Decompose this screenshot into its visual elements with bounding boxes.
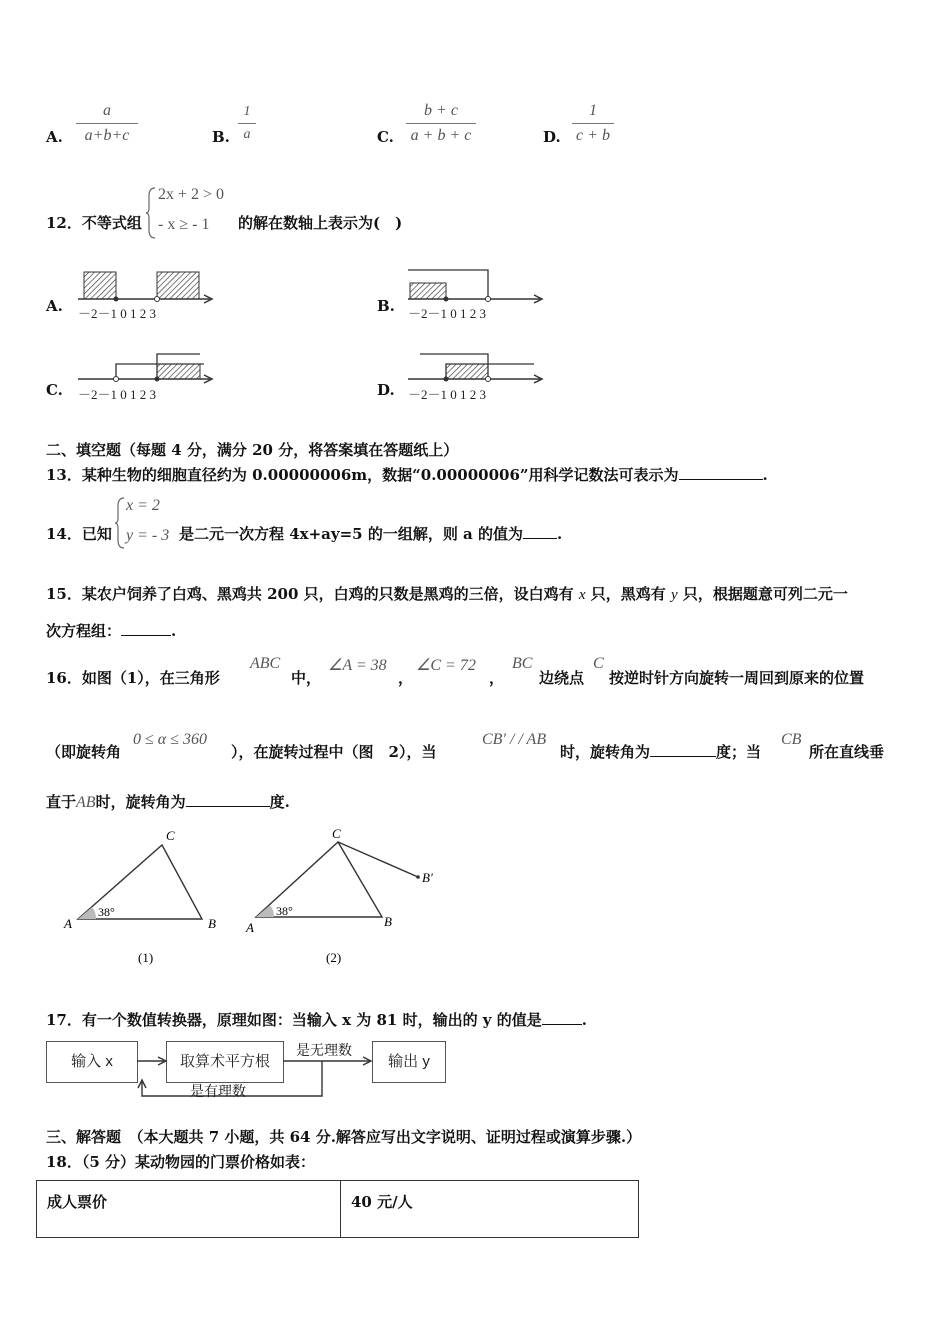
figure-2-rotated-triangle — [242, 822, 452, 970]
q11-option-a-label: A. — [46, 128, 63, 146]
fraction-numerator: 1 — [589, 102, 597, 119]
axis-tick-labels: －2－1 0 1 2 3 — [78, 387, 157, 402]
q17-answer-blank[interactable] — [542, 1023, 582, 1025]
q16-line-1-end: 按逆时针方向旋转一周回到原来的位置 — [609, 669, 865, 687]
q16-answer-blank-1[interactable] — [650, 755, 716, 757]
q16-line-2-end: 所在直线垂 — [809, 743, 885, 761]
q11-option-b-label: B. — [212, 128, 230, 146]
vertex-b-label: B — [384, 914, 392, 929]
q11-option-c-label: C. — [377, 128, 394, 146]
table-row — [37, 1181, 639, 1238]
fraction-numerator: a — [103, 102, 111, 119]
figure-caption: (2) — [326, 950, 342, 965]
table-cell: 40 元/人 — [341, 1181, 639, 1238]
figure-caption: (1) — [138, 950, 154, 965]
q16-zhong: 中， — [291, 669, 322, 687]
q16-angle-a: ∠A = 38 — [328, 657, 387, 674]
q16-line-2-answer-1: 时，旋转角为 度；当 — [560, 743, 762, 761]
section-3-heading: 三、解答题 （本大题共 7 小题，共 64 分.解答应写出文字说明、证明过程或演算步骤.） — [46, 1128, 642, 1146]
q12-option-a-number-line — [76, 262, 216, 322]
q12-option-b-label: B. — [377, 297, 395, 315]
q12-suffix: 的解在数轴上表示为( ) — [238, 214, 403, 232]
q12-option-a-label: A. — [46, 297, 63, 315]
q16-angle-range: 0 ≤ α ≤ 360 — [133, 731, 207, 748]
q14-equation-2: y = - 3 — [126, 527, 170, 544]
q16-angle-c: ∠C = 72 — [416, 657, 476, 674]
q16-comma-1: ， — [398, 669, 414, 687]
q15-answer-blank[interactable] — [121, 634, 171, 636]
fraction-bar — [572, 123, 614, 124]
q11-option-d-label: D. — [543, 128, 561, 146]
q12-option-c-label: C. — [46, 381, 63, 399]
q14-text: 是二元一次方程 4x+ay=5 的一组解，则 a 的值为 . — [179, 525, 563, 543]
fraction-denominator: a+b+c — [84, 127, 130, 144]
q14-answer-blank[interactable] — [523, 537, 557, 539]
ticket-price-table — [36, 1180, 639, 1238]
q13-answer-blank[interactable] — [679, 478, 763, 480]
q16-line-2-mid: ），在旋转过程中（图 2），当 — [231, 743, 437, 761]
input-x-box: 输入 x — [46, 1041, 138, 1083]
q11-option-c-fraction — [406, 102, 476, 145]
table-cell: 成人票价 — [37, 1181, 341, 1238]
output-y-box: 输出 y — [372, 1041, 446, 1083]
angle-label: 38° — [98, 905, 115, 919]
q11-option-b-fraction — [238, 104, 256, 143]
q16-cb: CB — [781, 731, 802, 748]
q12-inequality-1: 2x + 2 > 0 — [158, 186, 225, 203]
q16-point-c: C — [593, 655, 604, 672]
q12-option-d-number-line — [406, 346, 546, 406]
q16-answer-blank-2[interactable] — [186, 805, 270, 807]
axis-tick-labels: －2－1 0 1 2 3 — [78, 306, 157, 321]
q16-parallel: CB′ / / AB — [482, 731, 547, 748]
q12-option-d-label: D. — [377, 381, 395, 399]
fraction-denominator: a + b + c — [410, 127, 472, 144]
q11-option-a-fraction — [76, 102, 138, 145]
q13-text: 13．某种生物的细胞直径约为 0.00000006m，数据“0.00000006”用科学记数法可表示为 . — [46, 466, 768, 484]
q16-line-2-start: （即旋转角 — [46, 743, 122, 761]
irrational-label: 是无理数 — [296, 1042, 352, 1058]
q12-number: 12．不等式组 — [46, 214, 142, 232]
axis-tick-labels: －2－1 0 1 2 3 — [408, 306, 487, 321]
q12-option-b-number-line — [406, 262, 546, 322]
fraction-bar — [406, 123, 476, 124]
q14-brace — [114, 496, 126, 550]
vertex-c-label: C — [166, 828, 175, 843]
q18-text: 18．（5 分）某动物园的门票价格如表： — [46, 1153, 316, 1171]
vertex-c-label: C — [332, 826, 341, 841]
angle-label: 38° — [276, 904, 293, 918]
q12-option-c-number-line — [76, 346, 216, 406]
q16-comma-2: ， — [489, 669, 505, 687]
q16-rotate-text: 边绕点 — [539, 669, 585, 687]
q15-line-1: 15．某农户饲养了白鸡、黑鸡共 200 只，白鸡的只数是黑鸡的三倍，设白鸡有 x 只，黑鸡有 y 只，根据题意可列二元一 — [46, 585, 848, 603]
square-root-box: 取算术平方根 — [166, 1041, 284, 1083]
figure-1-triangle — [56, 822, 236, 970]
q17-text: 17．有一个数值转换器，原理如图：当输入 x 为 81 时，输出的 y 的值是 . — [46, 1011, 587, 1029]
q16-line-3: 直于AB时，旋转角为 度. — [46, 793, 290, 811]
q16-abc: ABC — [250, 655, 281, 672]
vertex-b-label: B — [208, 916, 216, 931]
section-2-heading: 二、填空题（每题 4 分，满分 20 分，将答案填在答题纸上） — [46, 441, 459, 459]
q16-bc: BC — [512, 655, 533, 672]
q12-inequality-2: - x ≥ - 1 — [158, 216, 210, 233]
rational-label: 是有理数 — [190, 1083, 246, 1099]
fraction-bar — [238, 123, 256, 124]
q11-option-d-fraction — [572, 102, 614, 145]
fraction-numerator: 1 — [243, 104, 251, 119]
fraction-denominator: a — [243, 127, 251, 142]
vertex-b-prime-label: B′ — [422, 870, 433, 885]
q15-line-2: 次方程组： . — [46, 622, 177, 640]
fraction-bar — [76, 123, 138, 124]
vertex-a-label: A — [246, 920, 254, 935]
axis-tick-labels: －2－1 0 1 2 3 — [408, 387, 487, 402]
fraction-numerator: b + c — [424, 102, 458, 119]
vertex-a-label: A — [64, 916, 72, 931]
q14-number: 14．已知 — [46, 525, 112, 543]
q16-line-1-start: 16．如图（1），在三角形 — [46, 669, 220, 687]
q12-brace — [145, 186, 157, 240]
fraction-denominator: c + b — [576, 127, 610, 144]
q14-equation-1: x = 2 — [126, 497, 160, 514]
